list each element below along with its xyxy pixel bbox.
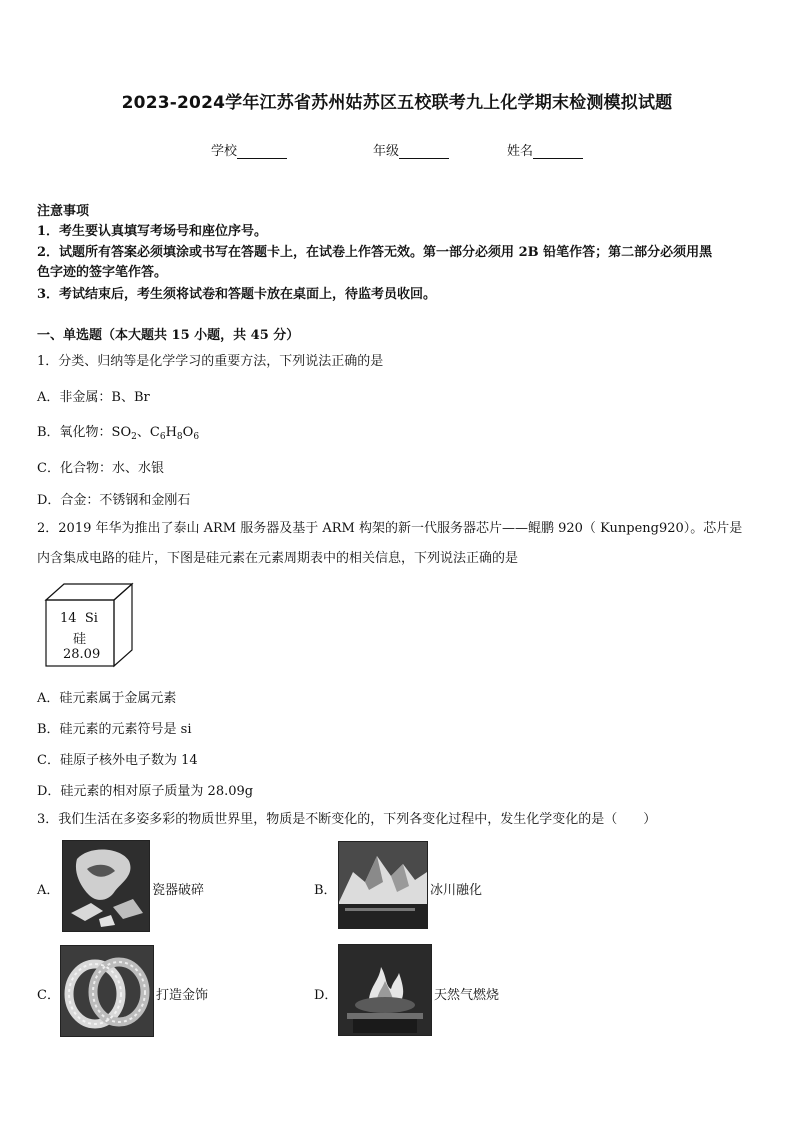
grade-label: 年级 [373,144,400,159]
q1-stem: 1．分类、归纳等是化学学习的重要方法，下列说法正确的是 [37,354,384,369]
glacier-image [338,841,428,929]
school-blank [237,144,287,159]
name-label: 姓名 [507,144,534,159]
q3-option-c-text: 打造金饰 [156,988,209,1003]
tile-element-name: 硅 [73,632,87,647]
q2-stem-line2: 内含集成电路的硅片，下图是硅元素在元素周期表中的相关信息，下列说法正确的是 [37,551,519,566]
notice-heading: 注意事项 [37,204,90,219]
q3-option-b-letter: B． [314,883,337,898]
q2-option-c: C．硅原子核外电子数为 14 [37,753,198,768]
page-title: 2023-2024学年江苏省苏州姑苏区五校联考九上化学期末检测模拟试题 [121,93,673,113]
q1-option-a: A．非金属：B、Br [37,390,150,405]
section-heading: 一、单选题（本大题共 15 小题，共 45 分） [37,328,300,343]
q1-option-c: C．化合物：水、水银 [37,461,164,476]
q2-option-d: D．硅元素的相对原子质量为 28.09g [37,784,254,799]
grade-blank [399,144,449,159]
q3-option-d-text: 天然气燃烧 [434,988,500,1003]
notice-item-2-cont: 色字迹的签字笔作答。 [37,265,168,280]
q3-option-a-letter: A． [37,883,60,898]
tile-atomic-mass: 28.09 [63,647,101,662]
gas-flame-image [338,944,432,1036]
tile-top-row [60,611,98,626]
q1-option-b: B．氧化物：$SO_2$、$C_6H_8O_6$ [37,425,200,442]
q3-option-a-text: 瓷器破碎 [152,883,205,898]
name-field [507,140,583,159]
q3-option-d-letter: D． [314,988,338,1003]
q3-stem: 3．我们生活在多姿多彩的物质世界里，物质是不断变化的，下列各变化过程中，发生化学变化的是（ ） [37,812,657,827]
notice-item-3: 3．考试结束后，考生须将试卷和答题卡放在桌面上，待监考员收回。 [37,287,437,302]
notice-item-2: 2．试题所有答案必须填涂或书写在答题卡上，在试卷上作答无效。第一部分必须用 2B 铅笔作答；第二部分必须用黑 [37,245,713,260]
school-label: 学校 [211,144,238,159]
tile-symbol: Si [84,611,98,626]
q3-option-b-text: 冰川融化 [430,883,483,898]
school-field [211,140,287,159]
grade-field [373,140,449,159]
name-blank [533,144,583,159]
q3-option-c-letter: C． [37,988,60,1003]
broken-porcelain-image [62,840,150,932]
gold-rings-image [60,945,154,1037]
q2-stem-line1: 2．2019 年华为推出了泰山 ARM 服务器及基于 ARM 构架的新一代服务器芯片——鲲鹏 920（ Kunpeng920）。芯片是 [37,521,743,536]
q1-option-d: D．合金：不锈钢和金刚石 [37,493,191,508]
notice-item-1: 1．考生要认真填写考场号和座位序号。 [37,224,268,239]
q2-option-b: B．硅元素的元素符号是 si [37,722,192,737]
q2-option-a: A．硅元素属于金属元素 [37,691,177,706]
tile-atomic-number: 14 [60,611,77,626]
